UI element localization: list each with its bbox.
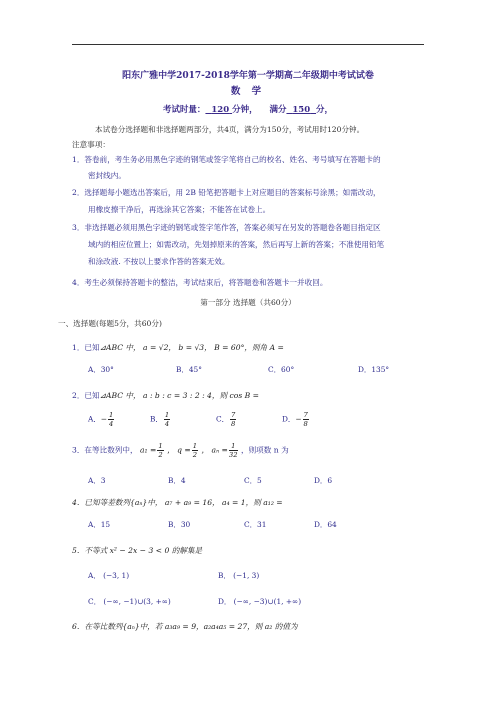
time-value: 120 <box>211 105 230 115</box>
q2-option-a: A．− $\frac{1}{4}$ <box>88 411 114 428</box>
note-4: 4．考生必须保持答题卡的整洁，考试结束后，将答题卷和答题卡一并收回。 <box>72 278 328 287</box>
q3-option-a: A．3 <box>88 476 106 485</box>
exam-subject: 数 学 <box>230 86 266 97</box>
note-3b: 域内的相应位置上；如需改动，先划掉原来的答案，然后再写上新的答案；不准使用铅笔 <box>88 240 385 249</box>
q4-option-a: A．15 <box>88 520 111 529</box>
q1-option-d: D．135° <box>358 365 390 374</box>
question-3: 3．在等比数列中， a₁ = $\frac{1}{2}$ ， q = $\frac{1}{2}$ ， aₙ = $\frac{1}{32}$ ，则项数 n 为 <box>72 442 289 459</box>
question-5: 5．不等式 x² − 2x − 3 < 0 的解集是 <box>72 546 203 555</box>
q1-option-a: A．30° <box>88 365 114 374</box>
header-rule <box>72 44 424 45</box>
exam-meta: 考试时量： 120 分钟， 满分 150 分， <box>162 105 334 115</box>
note-3c: 和涂改液. 不按以上要求作答的答案无效。 <box>88 257 230 266</box>
note-1a: 1．答卷前，考生务必用黑色字迹的钢笔或签字笔将自己的校名、姓名、考号填写在答题卡的 <box>72 155 381 164</box>
q1-option-b: B．45° <box>176 365 202 374</box>
exam-title: 阳东广雅中学2017-2018学年第一学期高二年级期中考试试卷 <box>122 71 374 81</box>
note-1b: 密封线内。 <box>88 171 126 180</box>
q3-option-c: C．5 <box>244 476 262 485</box>
note-2b: 用橡皮擦干净后，再选涂其它答案；不能答在试卷上。 <box>88 205 271 214</box>
q5-option-c: C． (−∞, −1)∪(3, +∞) <box>88 597 171 606</box>
notes-label: 注意事项： <box>72 140 110 149</box>
q2-option-b: B． $\frac{1}{4}$ <box>150 411 170 428</box>
q4-option-c: C．31 <box>244 520 267 529</box>
intro-line: 本试卷分选择题和非选择题两部分，共4页，满分为150分，考试用时120分钟。 <box>95 125 365 134</box>
score-value: 150 <box>292 105 311 115</box>
q5-option-a: A． (−3, 1) <box>88 571 130 580</box>
q5-option-b: B． (−1, 3) <box>218 571 260 580</box>
q3-option-b: B．4 <box>168 476 186 485</box>
q3-option-d: D．6 <box>314 476 333 485</box>
question-6: 6．在等比数列{aₙ}中，若 a₃a₉ = 9，a₂a₄a₅ = 27，则 a₂ 的值为 <box>72 622 298 631</box>
q2-option-d: D．− $\frac{7}{8}$ <box>282 411 308 428</box>
note-3a: 3．非选择题必须用黑色字迹的钢笔或签字笔作答，答案必须写在另发的答题卷各题目指定区 <box>72 223 381 232</box>
question-4: 4．已知等差数列{aₙ}中， a₇ + a₉ = 16， a₄ = 1，则 a₁₂ = <box>72 498 283 507</box>
q5-option-d: D． (−∞, −3)∪(1, +∞) <box>218 597 302 606</box>
q4-option-b: B．30 <box>168 520 191 529</box>
question-1: 1．已知⊿ABC 中， a = √2， b = √3， B = 60°，则角 A = <box>72 343 284 352</box>
part1-heading: 第一部分 选择题（共60分） <box>200 298 296 307</box>
note-2a: 2．选择题每小题选出答案后，用 2B 铅笔把答题卡上对应题目的答案标号涂黑；如需改动， <box>72 188 381 197</box>
q2-option-c: C． $\frac{7}{8}$ <box>216 411 236 428</box>
section-heading: 一、选择题(每题5分，共60分) <box>58 319 162 328</box>
q1-option-c: C．60° <box>268 365 295 374</box>
question-2: 2．已知⊿ABC 中， a : b : c = 3 : 2 : 4，则 cos B = <box>72 391 259 400</box>
q4-option-d: D．64 <box>314 520 337 529</box>
